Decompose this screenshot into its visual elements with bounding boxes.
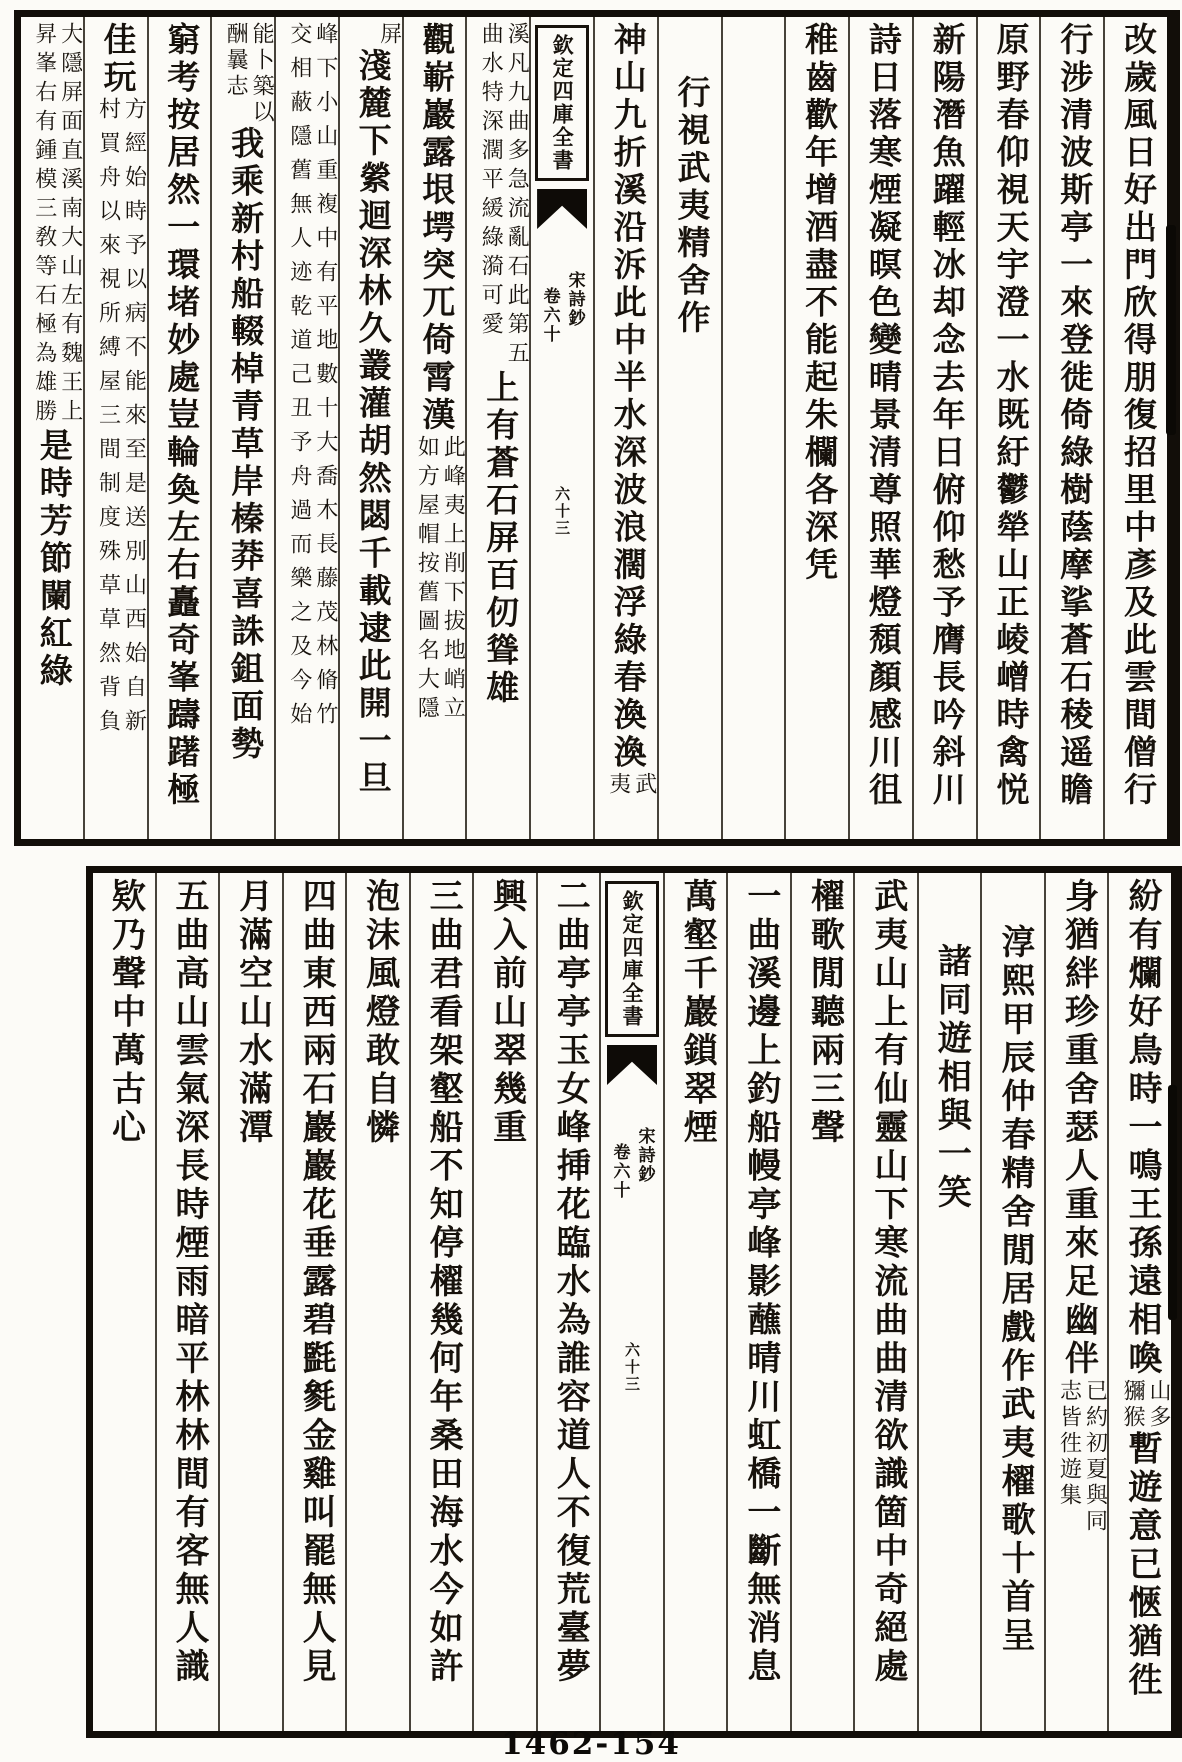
- juan-label: 卷六十: [539, 287, 560, 344]
- column-text: 稚齒歡年增酒盡不能起朱欄各深凭: [800, 22, 840, 585]
- interlinear-note: [95, 97, 147, 743]
- column-text: 身猶絆珍重舍瑟人重來足幽伴: [1058, 878, 1099, 1379]
- text-column: [210, 17, 274, 839]
- note-right-line: 大隱屏面直溪南大山左有魏王上: [57, 22, 83, 428]
- siku-title-box: 欽定四庫全書: [605, 881, 659, 1037]
- column-text: 行視武夷精舍作: [672, 75, 712, 338]
- column-text: 行涉清波斯亭一來登徙倚綠樹蔭摩挲蒼石稜遥瞻: [1055, 22, 1095, 810]
- scan-artifact: [1168, 1085, 1177, 1320]
- column-text: 一曲溪邊上釣船幔亭峰影蘸晴川虹橋一斷無消息: [740, 878, 781, 1687]
- column-text: 諸同遊相與一笑: [931, 943, 972, 1213]
- text-column: [790, 873, 854, 1731]
- folio-number: 六十三: [622, 1342, 641, 1393]
- fishtail-icon: [607, 1045, 657, 1085]
- interlinear-note: [413, 435, 465, 725]
- column-text: 紛有爛好鳥時一鳴王孫遠相喚: [1122, 878, 1162, 1379]
- scan-artifact: [1166, 225, 1176, 435]
- work-title: 宋詩鈔: [634, 1127, 655, 1184]
- text-column: [663, 873, 727, 1731]
- column-text: 二曲亭亭玉女峰挿花臨水為誰容道人不復荒臺夢: [550, 878, 591, 1687]
- text-column: [853, 873, 917, 1731]
- text-column: [1103, 17, 1167, 839]
- note-right-line: 此峰夷上削下拔地峭立: [440, 434, 466, 725]
- text-column: [472, 873, 536, 1731]
- text-column: [980, 873, 1044, 1731]
- note-right-line: 能卜築以: [249, 22, 275, 126]
- text-column: [536, 873, 600, 1731]
- spacer: [950, 878, 952, 943]
- note-right-line: 峰下小山重複中有平地數十大喬木長藤茂林脩竹: [312, 22, 338, 736]
- column-text: 興入前山翠幾重: [486, 878, 527, 1148]
- note-left-line: 曲水特深濶平緩綠漪可愛: [478, 22, 504, 341]
- column-text: 淳熙甲辰仲春精舍閒居戲作武夷櫂歌十首呈: [994, 924, 1035, 1656]
- text-column: [593, 17, 657, 839]
- column-text: 是時芳節闌紅綠: [34, 428, 74, 691]
- column-text: 神山九折溪沿泝此中半水深波浪濶浮綠春渙渙: [608, 22, 648, 772]
- text-column: [917, 873, 981, 1731]
- column-text: 原野春仰視天宇澄一水既紆鬱犖山正崚嶒時禽悦: [991, 22, 1031, 810]
- spacer: [1014, 878, 1016, 924]
- note-left-line: 如方屋帽按舊圖名大隱: [414, 434, 440, 725]
- column-text: 上有蒼石屏百仞聳雄: [481, 370, 521, 708]
- interlinear-note: [1119, 1379, 1171, 1431]
- column-text: 萬壑千巖鎖翠煙: [677, 878, 718, 1148]
- column-text: 三曲君看架壑船不知停櫂幾何年桑田海水今如許: [423, 878, 464, 1687]
- text-column: [155, 873, 219, 1731]
- text-column: [409, 873, 473, 1731]
- interlinear-note: [477, 22, 529, 370]
- text-column: [282, 873, 346, 1731]
- note-left-line: 交相蔽隱舊無人迹乾道己丑予舟過而樂之及今始: [286, 22, 312, 736]
- column-text: 櫂歌閒聽兩三聲: [804, 878, 845, 1148]
- text-column: [657, 17, 721, 839]
- interlinear-note: [222, 22, 274, 126]
- note-right-line: 已約初夏與同: [1082, 1378, 1108, 1535]
- text-column: [912, 17, 976, 839]
- note-left-line: 昇峯右有鍾模三敎等石極為雄勝: [31, 22, 57, 428]
- column-text: 觀嶄巖露垠堮突兀倚霄漢: [417, 22, 457, 435]
- column-text: 新陽潛魚躍輕冰却念去年日俯仰愁予膺長吟斜川: [927, 22, 967, 810]
- note-left-line: 志皆徃遊集: [1056, 1378, 1082, 1509]
- text-column: [1107, 873, 1171, 1731]
- text-column: [147, 17, 211, 839]
- note-right-line: 山多: [1146, 1378, 1171, 1431]
- note-right-line: 屏: [376, 22, 402, 48]
- banxin-column: [599, 873, 663, 1731]
- text-column: [848, 17, 912, 839]
- note-left-line: 酬曩志: [223, 22, 249, 100]
- column-text: 泡沫風燈敢自憐: [359, 878, 400, 1148]
- column-text: 暫遊意已愜猶徃: [1122, 1430, 1162, 1700]
- interlinear-note: [1055, 1379, 1107, 1535]
- text-column: [21, 17, 83, 839]
- column-text: 我乘新村船輟棹青草岸榛莽喜誅鉏面勢: [226, 126, 266, 764]
- note-right-line: 溪凡九曲多急流亂石此第五: [504, 22, 530, 370]
- siku-title-box: 欽定四庫全書: [535, 25, 589, 181]
- page-block-top: [14, 10, 1180, 846]
- page-block-bottom: [86, 866, 1182, 1738]
- text-column: [338, 17, 402, 839]
- interlinear-note: [376, 22, 402, 48]
- text-column: [218, 873, 282, 1731]
- interlinear-note: [286, 22, 338, 736]
- column-text: 淺麓下縈迴深林久叢灌胡然閟千載逮此開一旦: [353, 48, 393, 798]
- note-right-line: 武: [631, 772, 657, 798]
- banxin-labels: [540, 271, 585, 344]
- banxin-labels: [609, 1127, 654, 1200]
- note-left-line: 獼猴: [1120, 1378, 1145, 1431]
- column-text: 欵乃聲中萬古心: [105, 878, 146, 1148]
- text-column: [726, 873, 790, 1731]
- interlinear-note: [605, 772, 657, 798]
- fishtail-icon: [537, 189, 587, 229]
- text-column: [1039, 17, 1103, 839]
- spacer: [691, 22, 693, 75]
- note-left-line: 村買舟以來視所縛屋三間制度殊草草然背負: [95, 97, 121, 743]
- text-column: [784, 17, 848, 839]
- folio-number: 六十三: [553, 486, 572, 537]
- column-text: 月滿空山水滿潭: [232, 878, 273, 1148]
- page-number: 1462-154: [501, 1726, 681, 1762]
- blank-column: [721, 17, 785, 839]
- text-column: [345, 873, 409, 1731]
- text-column: [1044, 873, 1108, 1731]
- interlinear-note: [31, 22, 83, 428]
- note-left-line: 夷: [605, 772, 631, 798]
- text-column: [465, 17, 529, 839]
- banxin-column: [529, 17, 593, 839]
- text-column: [93, 873, 155, 1731]
- column-text: 改歲風日好出門欣得朋復招里中彥及此雲間僧行: [1119, 22, 1158, 810]
- column-text: 窮考按居然一環堵妙處豈輪奐左右矗奇峯躊躇極: [162, 22, 202, 810]
- text-column: [83, 17, 147, 839]
- text-column: [274, 17, 338, 839]
- work-title: 宋詩鈔: [564, 271, 585, 328]
- text-column: [976, 17, 1040, 839]
- column-text: 詩日落寒煙凝暝色變晴景清尊照華燈頹顏感川徂: [863, 22, 903, 810]
- juan-label: 卷六十: [609, 1143, 630, 1200]
- column-text: 四曲東西兩石巖巖花垂露碧㲯毿金雞叫罷無人見: [296, 878, 337, 1687]
- text-column: [402, 17, 466, 839]
- column-text: 武夷山上有仙靈山下寒流曲曲清欲識箇中奇絕處: [867, 878, 908, 1687]
- note-right-line: 方經始時予以病不能來至是送別山西始自新: [121, 97, 147, 743]
- column-text: 佳玩: [98, 22, 138, 97]
- column-text: 五曲高山雲氣深長時煙雨暗平林林間有客無人識: [169, 878, 210, 1687]
